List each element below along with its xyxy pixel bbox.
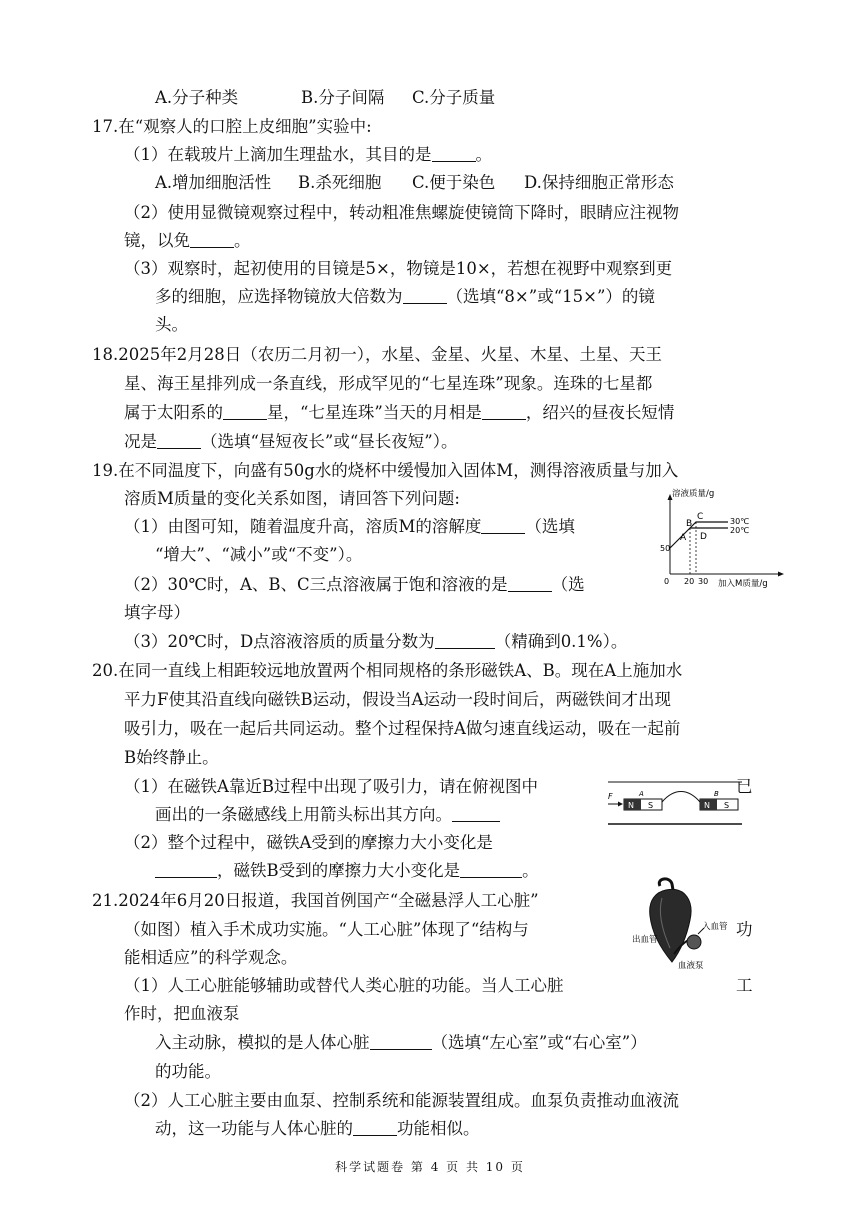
q21-part1-text: 入主动脉，模拟的是人体心脏 <box>155 1033 370 1052</box>
series-30c-label: 30℃ <box>730 517 750 526</box>
q19-part1-text: （1）由图可知，随着温度升高，溶质M的溶解度 <box>124 517 482 536</box>
q21-line1: 21.2024年6月20日报道，我国首例国产“全磁悬浮人工心脏” <box>92 891 539 910</box>
q17-part3-tail: （选填“8×”或“15×”）的镜 <box>446 287 655 306</box>
answer-blank[interactable] <box>157 430 201 449</box>
q21-part1-line1: （1）人工心脏能够辅助或替代人类心脏的功能。当人工心脏 <box>124 976 564 995</box>
q21-line3: 能相适应”的科学观念。 <box>124 948 298 967</box>
series-20c-label: 20℃ <box>730 526 750 535</box>
q19-part2-tail: （选 <box>551 575 585 594</box>
magnet-b-n-label: N <box>704 801 710 810</box>
q17-option-d: D.保持细胞正常形态 <box>524 173 674 192</box>
q21-part2-line2 <box>155 1117 480 1141</box>
label-outflow: 出血管 <box>632 935 658 945</box>
curve-30c <box>670 522 728 548</box>
q20-line1: 20.在同一直线上相距较远地放置两个相同规格的条形磁铁A、B。现在A上施加水 <box>92 661 683 680</box>
q18-text-b: 星，“七星连珠”当天的月相是 <box>267 403 482 422</box>
q18-text-e: （选填“昼短夜长”或“昼长夜短”）。 <box>201 432 458 451</box>
label-pump: 血液泵 <box>678 961 704 971</box>
q19-line1: 19.在不同温度下，向盛有50g水的烧杯中缓慢加入固体M，测得溶液质量与加入 <box>92 461 679 480</box>
q20-part1-text: 画出的一条磁感线上用箭头标出其方向。 <box>155 805 452 824</box>
force-arrowhead <box>618 802 623 807</box>
q20-part2-line2 <box>155 859 539 883</box>
q17-part2-end: 。 <box>234 231 251 250</box>
q21-part1-line2: 作时，把血液泵 <box>124 1004 240 1023</box>
q19-part1-tail: （选填 <box>525 517 575 536</box>
q19-line2: 溶质M质量的变化关系如图，请回答下列问题: <box>124 489 460 508</box>
magnet-a-label: A <box>639 790 644 798</box>
q21-part1-tail: 工 <box>736 976 753 995</box>
q21-line2-tail: 功 <box>736 920 753 939</box>
q16-option-a: A.分子种类 <box>155 88 239 107</box>
q21-part2-text: 动，这一功能与人体心脏的 <box>155 1119 353 1138</box>
q17-part2-line1: （2）使用显微镜观察过程中，转动粗准焦螺旋使镜筒下降时，眼睛应注视物 <box>124 203 679 222</box>
magnet-b-label: B <box>714 790 719 798</box>
q18-line3 <box>124 401 674 425</box>
q21-line2: （如图）植入手术成功实施。“人工心脏”体现了“结构与 <box>124 920 529 939</box>
answer-blank[interactable] <box>353 1117 397 1136</box>
q21-part2-end: 功能相似。 <box>397 1119 480 1138</box>
q20-line2: 平力F使其沿直线向磁铁B运动，假设当A运动一段时间后，两磁铁间才出现 <box>124 690 671 709</box>
point-c-label: C <box>697 512 704 522</box>
magnet-figure <box>606 780 744 840</box>
q17-stem: 17.在“观察人的口腔上皮细胞”实验中: <box>92 117 372 136</box>
q18-text-c: ，绍兴的昼夜长短情 <box>525 403 675 422</box>
q19-part2-text: （2）30℃时，A、B、C三点溶液属于饱和溶液的是 <box>124 575 508 594</box>
blood-pump <box>687 935 701 949</box>
point-b-label: B <box>686 519 693 529</box>
heart-body <box>650 889 691 962</box>
q17-part1-end: 。 <box>475 145 492 164</box>
q17-part2-text: 镜，以免 <box>124 231 190 250</box>
answer-blank[interactable] <box>460 859 522 878</box>
q16-option-b: B.分子间隔 <box>301 88 385 107</box>
q17-option-a: A.增加细胞活性 <box>155 173 272 192</box>
answer-blank[interactable] <box>435 630 495 649</box>
origin-label: 0 <box>664 577 670 586</box>
answer-blank[interactable] <box>432 143 476 162</box>
q19-part2-line2: 填字母） <box>124 603 190 622</box>
magnet-b-s-label: S <box>724 801 730 810</box>
answer-blank[interactable] <box>190 229 234 248</box>
q20-part1-line1: （1）在磁铁A靠近B过程中出现了吸引力，请在俯视图中 <box>124 777 539 796</box>
q20-line4: B始终静止。 <box>124 748 219 767</box>
q20-part2-line1: （2）整个过程中，磁铁A受到的摩擦力大小变化是 <box>124 833 493 852</box>
q17-part1-text: （1）在载玻片上滴加生理盐水，其目的是 <box>124 145 432 164</box>
point-a-label: A <box>680 533 687 543</box>
q20-part1-line2 <box>155 803 500 827</box>
q21-part1-options: （选填“左心室”或“右心室”） <box>431 1033 647 1052</box>
q18-line2: 星、海王星排列成一条直线，形成罕见的“七星连珠”现象。连珠的七星都 <box>124 374 653 393</box>
q20-line3: 吸引力，吸在一起后共同运动。整个过程保持A做匀速直线运动，吸在一起前 <box>124 719 681 738</box>
q18-text-d: 况是 <box>124 432 157 451</box>
q18-line4 <box>124 430 458 454</box>
q17-part3-text: 多的细胞，应选择物镜放大倍数为 <box>155 287 403 306</box>
q17-part3-line1: （3）观察时，起初使用的目镜是5×，物镜是10×，若想在视野中观察到更 <box>124 259 673 278</box>
magnet-a-s-label: S <box>648 801 654 810</box>
q21-part1-line4: 的功能。 <box>155 1062 221 1081</box>
x-tick-20: 20 <box>684 577 695 586</box>
magnet-a-n-label: N <box>628 801 634 810</box>
q18-text-a: 属于太阳系的 <box>124 403 223 422</box>
y-tick-50: 50 <box>660 544 671 553</box>
q21-part1-line3 <box>155 1031 647 1055</box>
q17-part1 <box>124 143 492 167</box>
answer-blank[interactable] <box>481 515 525 534</box>
answer-blank[interactable] <box>370 1031 432 1050</box>
q19-part3-text: （3）20℃时，D点溶液溶质的质量分数为 <box>124 632 435 651</box>
q21-part2-line1: （2）人工心脏主要由血泵、控制系统和能源装置组成。血泵负责推动血液流 <box>124 1091 679 1110</box>
solubility-graph <box>660 488 786 588</box>
q19-part2-line1 <box>124 573 585 597</box>
answer-blank[interactable] <box>155 859 217 878</box>
q17-option-b: B.杀死细胞 <box>298 173 382 192</box>
x-axis-arrow <box>778 572 784 577</box>
answer-blank[interactable] <box>482 401 526 420</box>
answer-blank[interactable] <box>452 803 500 822</box>
q19-part3-tail: （精确到0.1%）。 <box>494 632 628 651</box>
q19-part3 <box>124 630 627 654</box>
field-line[interactable] <box>662 792 700 803</box>
page-footer: 科学试题卷 第 4 页 共 10 页 <box>335 1160 525 1174</box>
answer-blank[interactable] <box>508 573 552 592</box>
artificial-heart-figure <box>630 876 730 980</box>
q17-part3-line3: 头。 <box>155 315 188 334</box>
x-axis-label: 加入M质量/g <box>718 579 768 588</box>
point-d-label: D <box>700 532 707 542</box>
answer-blank[interactable] <box>403 285 447 304</box>
q18-line1: 18.2025年2月28日（农历二月初一），水星、金星、火星、木星、土星、天王 <box>92 345 662 364</box>
x-tick-30: 30 <box>698 577 709 586</box>
q17-part2-line2 <box>124 229 251 253</box>
answer-blank[interactable] <box>223 401 267 420</box>
q19-part1-line1 <box>124 515 575 539</box>
y-axis-label: 溶液质量/g <box>672 489 715 499</box>
q17-option-c: C.便于染色 <box>412 173 496 192</box>
q20-part2-text: ，磁铁B受到的摩擦力大小变化是 <box>217 861 461 880</box>
q17-part3-line2 <box>155 285 655 309</box>
label-inflow: 入血管 <box>702 922 728 932</box>
force-label: F <box>608 792 613 801</box>
q20-part1-tail: 已 <box>736 777 753 796</box>
q20-part2-end: 。 <box>522 861 539 880</box>
q16-option-c: C.分子质量 <box>412 88 496 107</box>
q19-part1-line2: “增大”、“减小”或“不变”）。 <box>155 545 363 564</box>
